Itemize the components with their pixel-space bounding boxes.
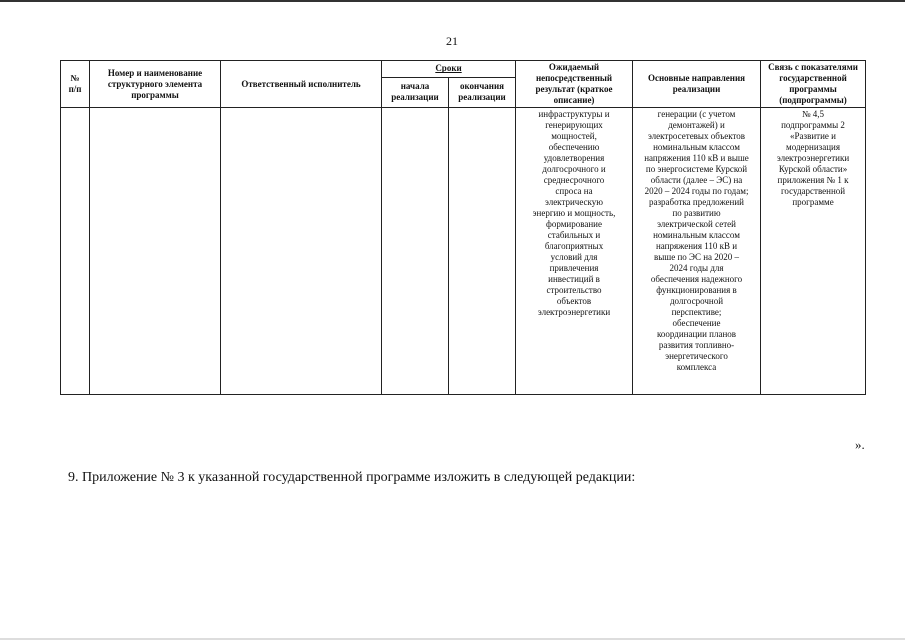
page-number: 21 (446, 34, 458, 48)
closing-quote: ». (855, 437, 865, 452)
cell-directions: генерации (с учетом демонтажей) и электросетевых объектов номинальным классом напряжения 110 кВ и выше по энергосистеме Курской области (далее – ЭС) на 2020 – 2024 годы по годам; разработка предложений по развитию электрической сетей номинальным классом напряжения 110 кВ и выше по ЭС на 2020 – 2024 годы для обеспечения надежного функционирования в долгосрочной перспективе; обеспечение координации планов развития топливно- энергетического комплекса (633, 108, 761, 395)
table-row (61, 108, 866, 395)
header-result: Ожидаемый непосредственный результат (краткое описание) (516, 61, 633, 108)
amendment-paragraph: 9. Приложение № 3 к указанной государственной программе изложить в следующей редакции: (68, 470, 636, 485)
header-terms (382, 61, 516, 78)
header-element: Номер и наименование структурного элемента программы (90, 61, 221, 108)
header-directions: Основные направления реализации (633, 61, 761, 108)
program-table (60, 60, 866, 395)
cell-num (61, 108, 90, 395)
header-executor: Ответственный исполнитель (221, 61, 382, 108)
top-border-line (0, 0, 905, 2)
header-link: Связь с показателями государственной программы (подпрограммы) (761, 61, 866, 108)
cell-start (382, 108, 449, 395)
cell-result: инфраструктуры и генерирующих мощностей, обеспечению удовлетворения долгосрочного и среднесрочного спроса на электрическую энергию и мощность, формирование стабильных и благоприятных условий для привлечения инвестиций в строительство объектов электроэнергетики (516, 108, 633, 395)
header-start: начала реализации (382, 77, 449, 107)
header-num: № п/п (61, 61, 90, 108)
cell-element (90, 108, 221, 395)
cell-end (449, 108, 516, 395)
cell-executor (221, 108, 382, 395)
header-terms-label: Сроки (435, 63, 462, 74)
header-end: окончания реализации (449, 77, 516, 107)
cell-link: № 4,5 подпрограммы 2 «Развитие и модернизация электроэнергетики Курской области» приложения № 1 к государственной программе (761, 108, 866, 395)
